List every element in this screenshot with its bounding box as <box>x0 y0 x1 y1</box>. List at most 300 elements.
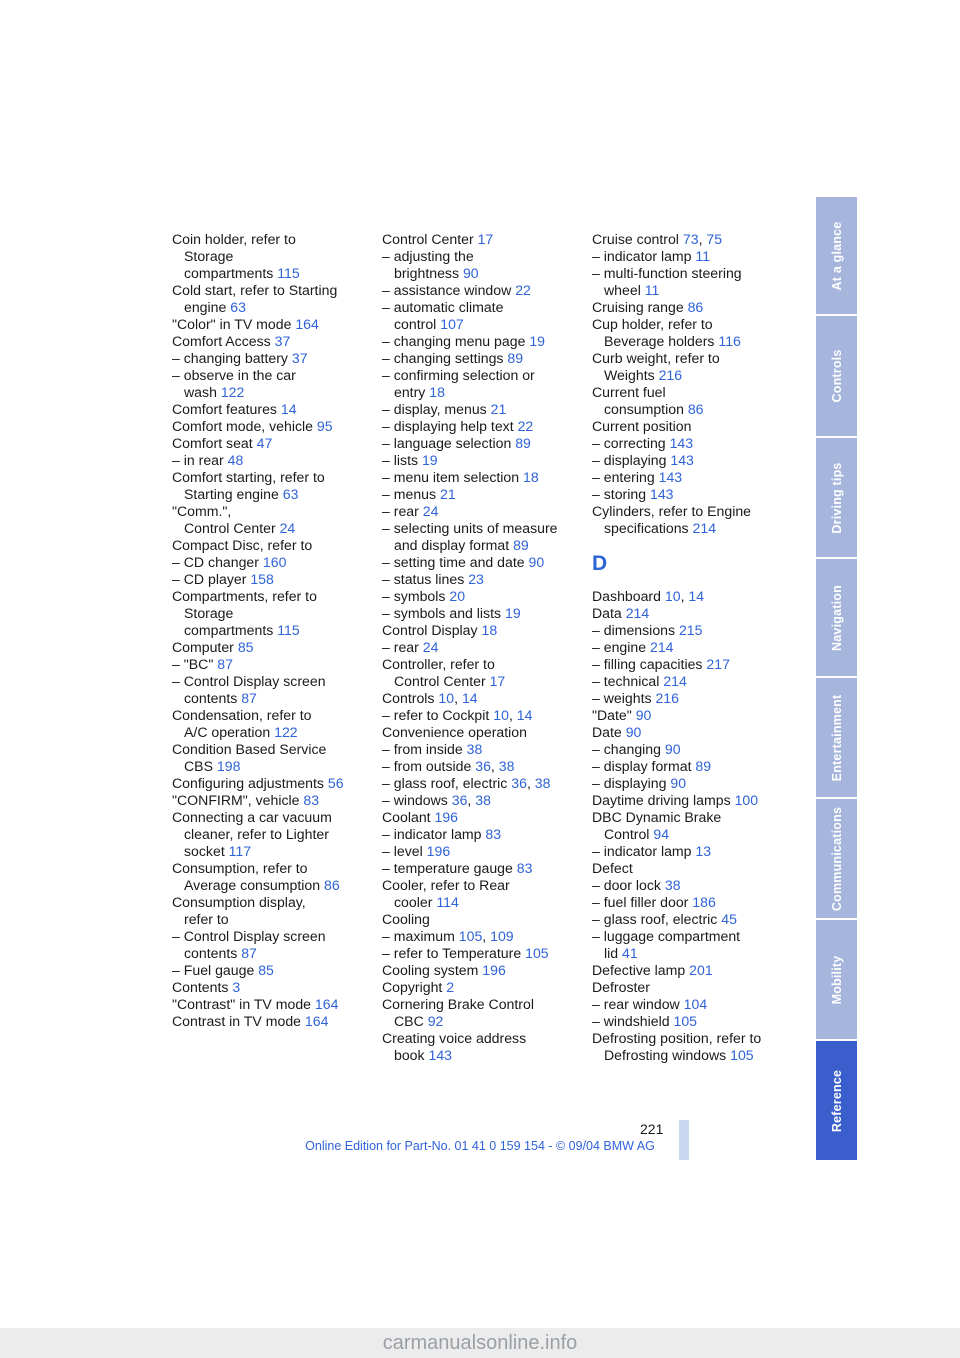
page-ref-link[interactable]: 89 <box>695 758 712 774</box>
index-entry <box>172 248 377 265</box>
page-ref-link[interactable]: 122 <box>274 724 298 740</box>
page-ref-link[interactable]: 14 <box>461 690 478 706</box>
page-ref-link[interactable]: 217 <box>706 656 730 672</box>
index-entry-text: socket <box>184 843 225 859</box>
page-ref-link[interactable]: 196 <box>434 809 459 825</box>
page-ref-link[interactable]: 164 <box>304 1013 329 1029</box>
index-entry-text: Cruise control <box>592 231 679 247</box>
index-entry <box>382 418 587 435</box>
index-entry-text: – correcting <box>592 435 666 451</box>
index-entry <box>592 248 797 265</box>
page-ref-link[interactable]: 17 <box>477 231 494 247</box>
index-entry <box>382 486 587 503</box>
page-ref-link[interactable]: 196 <box>482 962 506 978</box>
page-ref-link[interactable]: 36 <box>511 775 527 791</box>
page-ref-link[interactable]: 24 <box>422 503 439 519</box>
page-ref-link[interactable]: 10 <box>493 707 509 723</box>
page-ref-link[interactable]: 90 <box>462 265 479 281</box>
page-ref-link[interactable]: 89 <box>513 537 529 553</box>
index-entry-text: Configuring adjustments <box>172 775 324 791</box>
page-ref-link[interactable]: 14 <box>688 588 705 604</box>
index-entry-text: cleaner, refer to Lighter <box>184 826 329 842</box>
index-entry-text: lid <box>604 945 619 961</box>
index-entry-text: Computer <box>172 639 234 655</box>
page-ref-link[interactable]: 63 <box>282 486 299 502</box>
page-ref-link[interactable]: 21 <box>490 401 507 417</box>
page-ref-link[interactable]: 19 <box>504 605 521 621</box>
index-entry-text: Cooling <box>382 911 430 927</box>
index-entry <box>592 605 797 622</box>
page-ref-link[interactable]: 23 <box>468 571 484 587</box>
page-ref-link[interactable]: 86 <box>687 299 704 315</box>
page-ref-link[interactable]: 214 <box>692 520 717 536</box>
index-entry <box>382 520 587 537</box>
index-entry <box>592 656 797 673</box>
index-entry <box>172 367 377 384</box>
index-column-1 <box>172 231 377 1030</box>
index-entry <box>592 333 797 350</box>
page-ref-link[interactable]: 17 <box>489 673 506 689</box>
page-ref-link[interactable]: 85 <box>237 639 254 655</box>
index-entry <box>382 605 587 622</box>
index-entry-text: – indicator lamp <box>382 826 482 842</box>
page-ref-link[interactable]: 83 <box>485 826 502 842</box>
section-tab-entertainment[interactable] <box>816 678 857 797</box>
page-ref-link[interactable]: 10 <box>664 588 681 604</box>
page-ref-link[interactable]: 37 <box>274 333 291 349</box>
index-entry-text: "CONFIRM", vehicle <box>172 792 300 808</box>
page-ref-link[interactable]: 38 <box>534 775 551 791</box>
index-entry <box>592 469 797 486</box>
page-ref-link[interactable]: 85 <box>258 962 274 978</box>
index-entry-text: Coolant <box>382 809 431 825</box>
index-entry-text: Convenience operation <box>382 724 527 740</box>
page-ref-link[interactable]: 3 <box>232 979 241 995</box>
index-entry <box>172 690 377 707</box>
index-entry-text: Cup holder, refer to <box>592 316 713 332</box>
page-ref-link[interactable]: 73 <box>682 231 699 247</box>
page-ref-link[interactable]: 11 <box>695 248 711 264</box>
section-tab-controls[interactable] <box>816 316 857 436</box>
page-ref-link[interactable]: 19 <box>529 333 546 349</box>
index-entry: – refer to Cockpit 10, 14 <box>382 707 533 723</box>
index-entry-text: – status lines <box>382 571 465 587</box>
index-entry <box>382 962 587 979</box>
index-entry <box>172 877 377 894</box>
page-ref-link[interactable]: 143 <box>669 435 694 451</box>
index-entry-text: Storage <box>184 605 234 621</box>
index-entry: Controls 10, 14 <box>382 690 478 706</box>
page-ref-link[interactable]: 11 <box>644 282 660 298</box>
page-ref-link[interactable]: 48 <box>227 452 244 468</box>
index-entry-text: – CD changer <box>172 554 259 570</box>
page-ref-link[interactable]: 41 <box>622 945 638 961</box>
index-entry-text: – indicator lamp <box>592 843 692 859</box>
page-ref-link[interactable]: 90 <box>635 707 652 723</box>
index-column-3 <box>592 231 797 1064</box>
index-entry-text: – adjusting the <box>382 248 474 264</box>
page-ref-link[interactable]: 92 <box>427 1013 444 1029</box>
index-entry <box>382 231 587 248</box>
page-ref-link[interactable]: 18 <box>429 384 445 400</box>
index-entry <box>592 690 797 707</box>
index-entry-text: Contrast in TV mode <box>172 1013 301 1029</box>
index-entry-text: "Contrast" in TV mode <box>172 996 311 1012</box>
index-entry-text: – changing <box>592 741 661 757</box>
index-entry <box>592 384 797 401</box>
index-entry-text: Connecting a car vacuum <box>172 809 332 825</box>
index-entry <box>382 639 587 656</box>
page-ref-link[interactable]: 18 <box>523 469 539 485</box>
index-entry: Cruise control 73, 75 <box>592 231 723 247</box>
index-entry <box>382 1013 587 1030</box>
index-entry <box>592 299 797 316</box>
page-ref-link[interactable]: 198 <box>216 758 241 774</box>
index-entry-text: "Comm.", <box>172 503 232 519</box>
index-entry <box>172 724 377 741</box>
index-entry <box>592 350 797 367</box>
page-ref-link[interactable]: 86 <box>687 401 704 417</box>
index-entry <box>592 962 797 979</box>
index-entry-text: Defrosting windows <box>604 1047 727 1063</box>
index-entry-text: Condition Based Service <box>172 741 327 757</box>
page-ref-link[interactable]: 117 <box>228 843 252 859</box>
section-tab-label: Entertainment <box>829 694 844 781</box>
index-entry-text: Cooling system <box>382 962 479 978</box>
section-tab-label: Mobility <box>829 955 844 1004</box>
page-ref-link[interactable]: 24 <box>279 520 296 536</box>
page-ref-link[interactable]: 105 <box>730 1047 754 1063</box>
index-entry <box>172 435 377 452</box>
footer-edition-text: Online Edition for Part-No. 01 41 0 159 154 - © 09/04 BMW AG <box>305 1139 655 1153</box>
page-ref-link[interactable]: 214 <box>650 639 674 655</box>
index-entry <box>382 452 587 469</box>
section-tab-label: Controls <box>829 349 844 403</box>
page-ref-link[interactable]: 201 <box>689 962 713 978</box>
index-entry-text: wheel <box>604 282 641 298</box>
page-ref-link[interactable]: 105 <box>458 928 483 944</box>
page-ref-link[interactable]: 90 <box>670 775 687 791</box>
section-tab-label: At a glance <box>829 221 844 290</box>
index-entry <box>172 333 377 350</box>
index-entry <box>592 673 797 690</box>
index-entry-text: – level <box>382 843 423 859</box>
index-entry-text: – "BC" <box>172 656 214 672</box>
index-entry <box>172 537 377 554</box>
index-entry-text: – setting time and date <box>382 554 525 570</box>
index-entry <box>172 843 377 860</box>
page-ref-link[interactable]: 105 <box>673 1013 698 1029</box>
index-entry <box>172 707 377 724</box>
page-ref-link[interactable]: 94 <box>653 826 670 842</box>
index-entry-text: Comfort mode, vehicle <box>172 418 313 434</box>
index-entry-text: Data <box>592 605 622 621</box>
page-ref-link[interactable]: 196 <box>426 843 451 859</box>
index-entry-text: – automatic climate <box>382 299 504 315</box>
index-entry-text: Storage <box>184 248 234 264</box>
page-ref-link[interactable]: 122 <box>220 384 245 400</box>
index-entry-text: – refer to Cockpit <box>382 707 490 723</box>
page-ref-link[interactable]: 83 <box>303 792 320 808</box>
page-ref-link[interactable]: 143 <box>428 1047 452 1063</box>
page-ref-link[interactable]: 114 <box>436 894 459 910</box>
page-ref-link[interactable]: 87 <box>241 690 257 706</box>
index-entry-text: – filling capacities <box>592 656 703 672</box>
page-ref-link[interactable]: 107 <box>440 316 464 332</box>
index-entry <box>592 486 797 503</box>
index-entry <box>382 367 587 384</box>
index-entry-text: – observe in the car <box>172 367 296 383</box>
index-entry-text: Control Center <box>394 673 486 689</box>
section-tab-reference[interactable] <box>816 1041 857 1160</box>
index-column-2 <box>382 231 587 1064</box>
index-entry-text: – fuel filler door <box>592 894 689 910</box>
index-entry: – maximum 105, 109 <box>382 928 514 944</box>
index-entry <box>592 639 797 656</box>
index-entry-text: Comfort Access <box>172 333 271 349</box>
page-ref-link[interactable]: 83 <box>516 860 533 876</box>
index-entry <box>592 1030 797 1047</box>
page-ref-link[interactable]: 105 <box>525 945 549 961</box>
page-ref-link[interactable]: 89 <box>515 435 531 451</box>
index-entry-text: – changing settings <box>382 350 504 366</box>
page-ref-link[interactable]: 90 <box>625 724 642 740</box>
index-entry <box>172 299 377 316</box>
index-entry <box>172 401 377 418</box>
page-ref-link[interactable]: 18 <box>481 622 498 638</box>
index-entry-text: and display format <box>394 537 510 553</box>
index-entry <box>172 622 377 639</box>
index-entry <box>172 673 377 690</box>
index-entry-text: Daytime driving lamps <box>592 792 731 808</box>
index-entry-text: – door lock <box>592 877 661 893</box>
index-entry-text: Cylinders, refer to Engine <box>592 503 752 519</box>
index-entry-text: Creating voice address <box>382 1030 527 1046</box>
page-ref-link[interactable]: 38 <box>466 741 483 757</box>
index-entry-text: – glass roof, electric <box>592 911 718 927</box>
index-entry <box>592 843 797 860</box>
page-ref-link[interactable]: 36 <box>451 792 468 808</box>
index-entry-text: Defrosting position, refer to <box>592 1030 762 1046</box>
index-entry-text: Starting engine <box>184 486 279 502</box>
index-entry <box>382 401 587 418</box>
index-entry-text: contents <box>184 945 238 961</box>
page-ref-link[interactable]: 143 <box>658 469 683 485</box>
index-entry <box>382 860 587 877</box>
index-entry <box>592 877 797 894</box>
index-entry <box>172 860 377 877</box>
page-ref-link[interactable]: 38 <box>498 758 515 774</box>
page-ref-link[interactable]: 116 <box>718 333 741 349</box>
index-entry <box>592 1013 797 1030</box>
page-ref-link[interactable]: 19 <box>421 452 438 468</box>
index-entry <box>172 418 377 435</box>
index-entry-text: – technical <box>592 673 660 689</box>
page-ref-link[interactable]: 86 <box>324 877 340 893</box>
index-entry <box>592 809 797 826</box>
page-ref-link[interactable]: 164 <box>295 316 319 332</box>
index-entry <box>592 367 797 384</box>
index-entry <box>172 826 377 843</box>
page-ref-link[interactable]: 45 <box>721 911 737 927</box>
index-entry <box>382 809 587 826</box>
page-ref-link[interactable]: 22 <box>515 282 531 298</box>
index-entry <box>592 894 797 911</box>
index-entry <box>172 741 377 758</box>
page-ref-link[interactable]: 104 <box>683 996 708 1012</box>
page-ref-link[interactable]: 38 <box>475 792 491 808</box>
index-entry-text: Controls <box>382 690 435 706</box>
page-ref-link[interactable]: 143 <box>649 486 674 502</box>
index-entry-text: contents <box>184 690 238 706</box>
index-entry-text: Dashboard <box>592 588 661 604</box>
page-ref-link[interactable]: 36 <box>475 758 491 774</box>
page-ref-link[interactable]: 14 <box>516 707 533 723</box>
index-entry-text: – assistance window <box>382 282 512 298</box>
page-ref-link[interactable]: 2 <box>446 979 455 995</box>
page-ref-link[interactable]: 87 <box>241 945 257 961</box>
page-ref-link[interactable]: 90 <box>664 741 681 757</box>
index-entry <box>382 979 587 996</box>
index-entry-text: Comfort features <box>172 401 277 417</box>
index-entry <box>172 1013 377 1030</box>
index-entry-text: – multi-function steering <box>592 265 742 281</box>
page-ref-link[interactable]: 13 <box>695 843 712 859</box>
index-entry <box>592 265 797 282</box>
page-ref-link[interactable]: 10 <box>438 690 455 706</box>
index-entry-text: Compartments, refer to <box>172 588 317 604</box>
index-entry-text: – indicator lamp <box>592 248 692 264</box>
index-entry <box>592 945 797 962</box>
page-ref-link[interactable]: 75 <box>706 231 723 247</box>
index-entry <box>382 554 587 571</box>
page-ref-link[interactable]: 115 <box>277 622 300 638</box>
index-entry <box>382 333 587 350</box>
index-entry <box>382 877 587 894</box>
index-entry <box>172 384 377 401</box>
index-entry-text: consumption <box>604 401 684 417</box>
page-ref-link[interactable]: 216 <box>655 690 679 706</box>
page-ref-link[interactable]: 87 <box>217 656 233 672</box>
index-entry <box>172 775 377 792</box>
page-ref-link[interactable]: 24 <box>422 639 439 655</box>
page-ref-link[interactable]: 115 <box>277 265 300 281</box>
index-entry <box>592 928 797 945</box>
index-entry-text: Comfort starting, refer to <box>172 469 325 485</box>
page-ref-link[interactable]: 90 <box>528 554 545 570</box>
index-entry-text: Current fuel <box>592 384 666 400</box>
index-entry <box>172 979 377 996</box>
section-tab-driving-tips[interactable] <box>816 438 857 557</box>
index-entry-text: "Date" <box>592 707 632 723</box>
index-entry-text: Weights <box>604 367 655 383</box>
page-ref-link[interactable]: 63 <box>230 299 246 315</box>
page-ref-link[interactable]: 214 <box>663 673 687 689</box>
index-entry <box>382 265 587 282</box>
page-ref-link[interactable]: 20 <box>449 588 466 604</box>
page-ref-link[interactable]: 216 <box>658 367 683 383</box>
page-ref-link[interactable]: 14 <box>280 401 297 417</box>
index-entry <box>172 605 377 622</box>
page-ref-link[interactable]: 109 <box>490 928 514 944</box>
page-ref-link[interactable]: 95 <box>316 418 333 434</box>
index-entry-text: Cruising range <box>592 299 684 315</box>
index-entry: – from outside 36, 38 <box>382 758 515 774</box>
index-entry <box>382 656 587 673</box>
index-entry-text: entry <box>394 384 426 400</box>
index-entry <box>382 1047 587 1064</box>
index-entry <box>592 707 797 724</box>
index-entry-text: A/C operation <box>184 724 271 740</box>
page-ref-link[interactable]: 214 <box>625 605 650 621</box>
index-entry-text: – Control Display screen <box>172 673 326 689</box>
section-tab-navigation[interactable] <box>816 559 857 676</box>
index-entry <box>592 418 797 435</box>
index-entry <box>382 588 587 605</box>
index-entry <box>592 775 797 792</box>
section-tab-label: Navigation <box>829 584 844 651</box>
index-entry <box>592 826 797 843</box>
index-entry-text: engine <box>184 299 227 315</box>
section-tab-communications[interactable] <box>816 799 857 918</box>
index-entry <box>172 911 377 928</box>
index-entry-text: compartments <box>184 265 274 281</box>
page-ref-link[interactable]: 22 <box>517 418 534 434</box>
index-entry-text: Copyright <box>382 979 443 995</box>
page-ref-link[interactable]: 21 <box>439 486 456 502</box>
index-entry <box>382 469 587 486</box>
index-entry-text: cooler <box>394 894 433 910</box>
index-entry-text: – lists <box>382 452 419 468</box>
page-ref-link[interactable]: 89 <box>507 350 524 366</box>
index-entry <box>172 554 377 571</box>
index-entry: – glass roof, electric 36, 38 <box>382 775 551 791</box>
index-entry <box>172 962 377 979</box>
index-entry-text: wash <box>184 384 217 400</box>
page-ref-link[interactable]: 215 <box>678 622 703 638</box>
index-entry-text: – menus <box>382 486 437 502</box>
index-entry <box>172 486 377 503</box>
page-ref-link[interactable]: 56 <box>327 775 344 791</box>
index-entry <box>592 860 797 877</box>
page-ref-link[interactable]: 160 <box>262 554 287 570</box>
section-tab-label: Reference <box>829 1069 844 1132</box>
section-tab-at-a-glance[interactable] <box>816 197 857 314</box>
page-ref-link[interactable]: 186 <box>692 894 716 910</box>
index-entry <box>592 622 797 639</box>
index-entry <box>172 639 377 656</box>
index-entry-text: DBC Dynamic Brake <box>592 809 722 825</box>
index-entry-text: compartments <box>184 622 274 638</box>
index-entry <box>382 894 587 911</box>
page-ref-link[interactable]: 38 <box>664 877 681 893</box>
index-entry <box>382 384 587 401</box>
section-tab-mobility[interactable] <box>816 920 857 1039</box>
index-letter-heading: D <box>592 552 608 575</box>
page-ref-link[interactable]: 143 <box>670 452 694 468</box>
section-tab-bar <box>816 197 857 1160</box>
page-ref-link[interactable]: 37 <box>291 350 308 366</box>
index-entry <box>382 282 587 299</box>
page-ref-link[interactable]: 164 <box>314 996 339 1012</box>
index-entry-text: Curb weight, refer to <box>592 350 720 366</box>
page-ref-link[interactable]: 100 <box>734 792 759 808</box>
index-entry-text: – temperature gauge <box>382 860 513 876</box>
page-ref-link[interactable]: 47 <box>256 435 273 451</box>
index-entry <box>382 1030 587 1047</box>
page-ref-link[interactable]: 158 <box>250 571 274 587</box>
index-entry-text: Contents <box>172 979 229 995</box>
